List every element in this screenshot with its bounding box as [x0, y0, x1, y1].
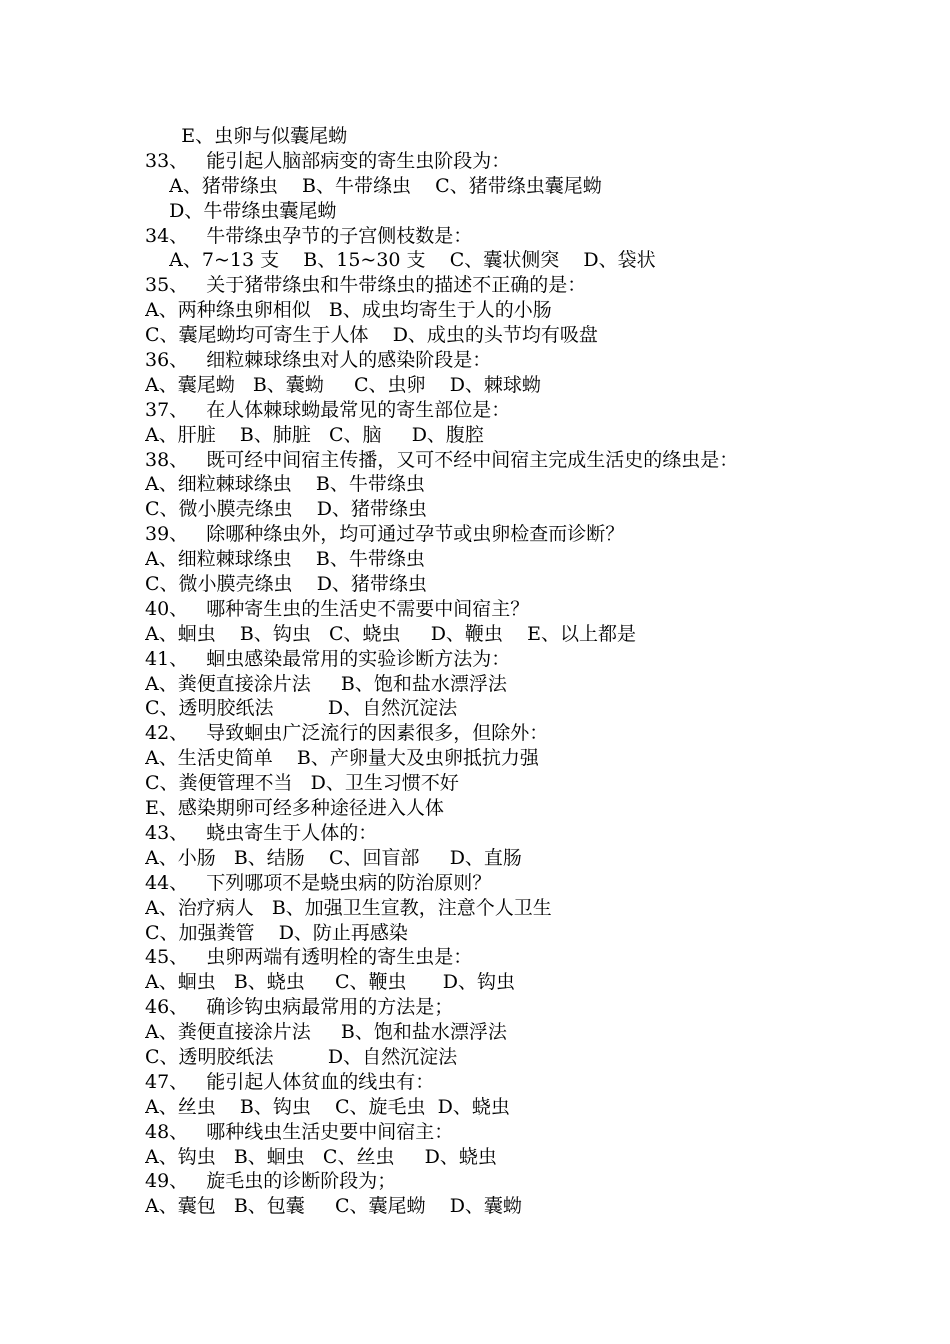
question-list [145, 124, 865, 1219]
question-stem: 47、 能引起人体贫血的线虫有： [145, 1070, 435, 1093]
question-stem: 37、 在人体棘球蚴最常见的寄生部位是： [145, 398, 511, 421]
answer-options: A、7~13 支 B、15~30 支 C、囊状侧突 D、袋状 [145, 249, 656, 272]
answer-options: A、蛔虫 B、钩虫 C、蛲虫 D、鞭虫 E、以上都是 [145, 622, 636, 645]
question-stem: 40、 哪种寄生虫的生活史不需要中间宿主？ [145, 597, 530, 620]
answer-options: A、小肠 B、结肠 C、回盲部 D、直肠 [145, 846, 522, 869]
answer-options: A、肝脏 B、肺脏 C、脑 D、腹腔 [145, 423, 484, 446]
question-stem: 41、 蛔虫感染最常用的实验诊断方法为： [145, 647, 511, 670]
answer-options: A、蛔虫 B、蛲虫 C、鞭虫 D、钩虫 [145, 971, 516, 994]
answer-options: C、微小膜壳绦虫 D、猪带绦虫 [145, 498, 427, 521]
question-stem: 44、 下列哪项不是蛲虫病的防治原则？ [145, 871, 492, 894]
question-stem: 39、 除哪种绦虫外，均可通过孕节或虫卵检查而诊断？ [145, 523, 625, 546]
answer-options: A、钩虫 B、蛔虫 C、丝虫 D、蛲虫 [145, 1145, 497, 1168]
answer-options: C、囊尾蚴均可寄生于人体 D、成虫的头节均有吸盘 [145, 324, 598, 347]
answer-options: E、虫卵与似囊尾蚴 [145, 125, 348, 147]
answer-options: A、两种绦虫卵相似 B、成虫均寄生于人的小肠 [145, 299, 552, 322]
answer-options: C、透明胶纸法 D、自然沉淀法 [145, 697, 458, 720]
answer-options: A、细粒棘球绦虫 B、牛带绦虫 [145, 473, 425, 496]
answer-options: D、牛带绦虫囊尾蚴 [145, 199, 337, 222]
question-stem: 45、 虫卵两端有透明栓的寄生虫是： [145, 946, 473, 969]
answer-options: A、治疗病人 B、加强卫生宣教，注意个人卫生 [145, 896, 552, 919]
answer-options: A、生活史简单 B、产卵量大及虫卵抵抗力强 [145, 747, 539, 770]
question-stem: 36、 细粒棘球绦虫对人的感染阶段是： [145, 349, 492, 372]
question-stem: 33、 能引起人脑部病变的寄生虫阶段为： [145, 149, 511, 172]
question-stem: 46、 确诊钩虫病最常用的方法是； [145, 996, 454, 1019]
answer-options: A、囊尾蚴 B、囊蚴 C、虫卵 D、棘球蚴 [145, 373, 541, 396]
question-stem: 42、 导致蛔虫广泛流行的因素很多，但除外： [145, 722, 549, 745]
question-stem: 34、 牛带绦虫孕节的子宫侧枝数是： [145, 224, 473, 247]
answer-options: E、感染期卵可经多种途径进入人体 [145, 797, 444, 820]
question-stem: 49、 旋毛虫的诊断阶段为； [145, 1170, 397, 1193]
answer-options: C、透明胶纸法 D、自然沉淀法 [145, 1045, 458, 1068]
question-stem: 35、 关于猪带绦虫和牛带绦虫的描述不正确的是： [145, 274, 587, 297]
answer-options: A、粪便直接涂片法 B、饱和盐水漂浮法 [145, 1021, 507, 1044]
answer-options: C、粪便管理不当 D、卫生习惯不好 [145, 772, 459, 795]
answer-options: C、微小膜壳绦虫 D、猪带绦虫 [145, 573, 427, 596]
question-stem: 48、 哪种线虫生活史要中间宿主： [145, 1120, 454, 1143]
answer-options: A、细粒棘球绦虫 B、牛带绦虫 [145, 548, 425, 571]
answer-options: A、丝虫 B、钩虫 C、旋毛虫 D、蛲虫 [145, 1095, 510, 1118]
answer-options: A、猪带绦虫 B、牛带绦虫 C、猪带绦虫囊尾蚴 [145, 174, 602, 197]
answer-options: A、囊包 B、包囊 C、囊尾蚴 D、囊蚴 [145, 1195, 522, 1218]
question-stem: 43、 蛲虫寄生于人体的： [145, 821, 378, 844]
answer-options: C、加强粪管 D、防止再感染 [145, 921, 408, 944]
answer-options: A、粪便直接涂片法 B、饱和盐水漂浮法 [145, 672, 507, 695]
question-stem: 38、 既可经中间宿主传播，又可不经中间宿主完成生活史的绦虫是： [145, 448, 739, 471]
